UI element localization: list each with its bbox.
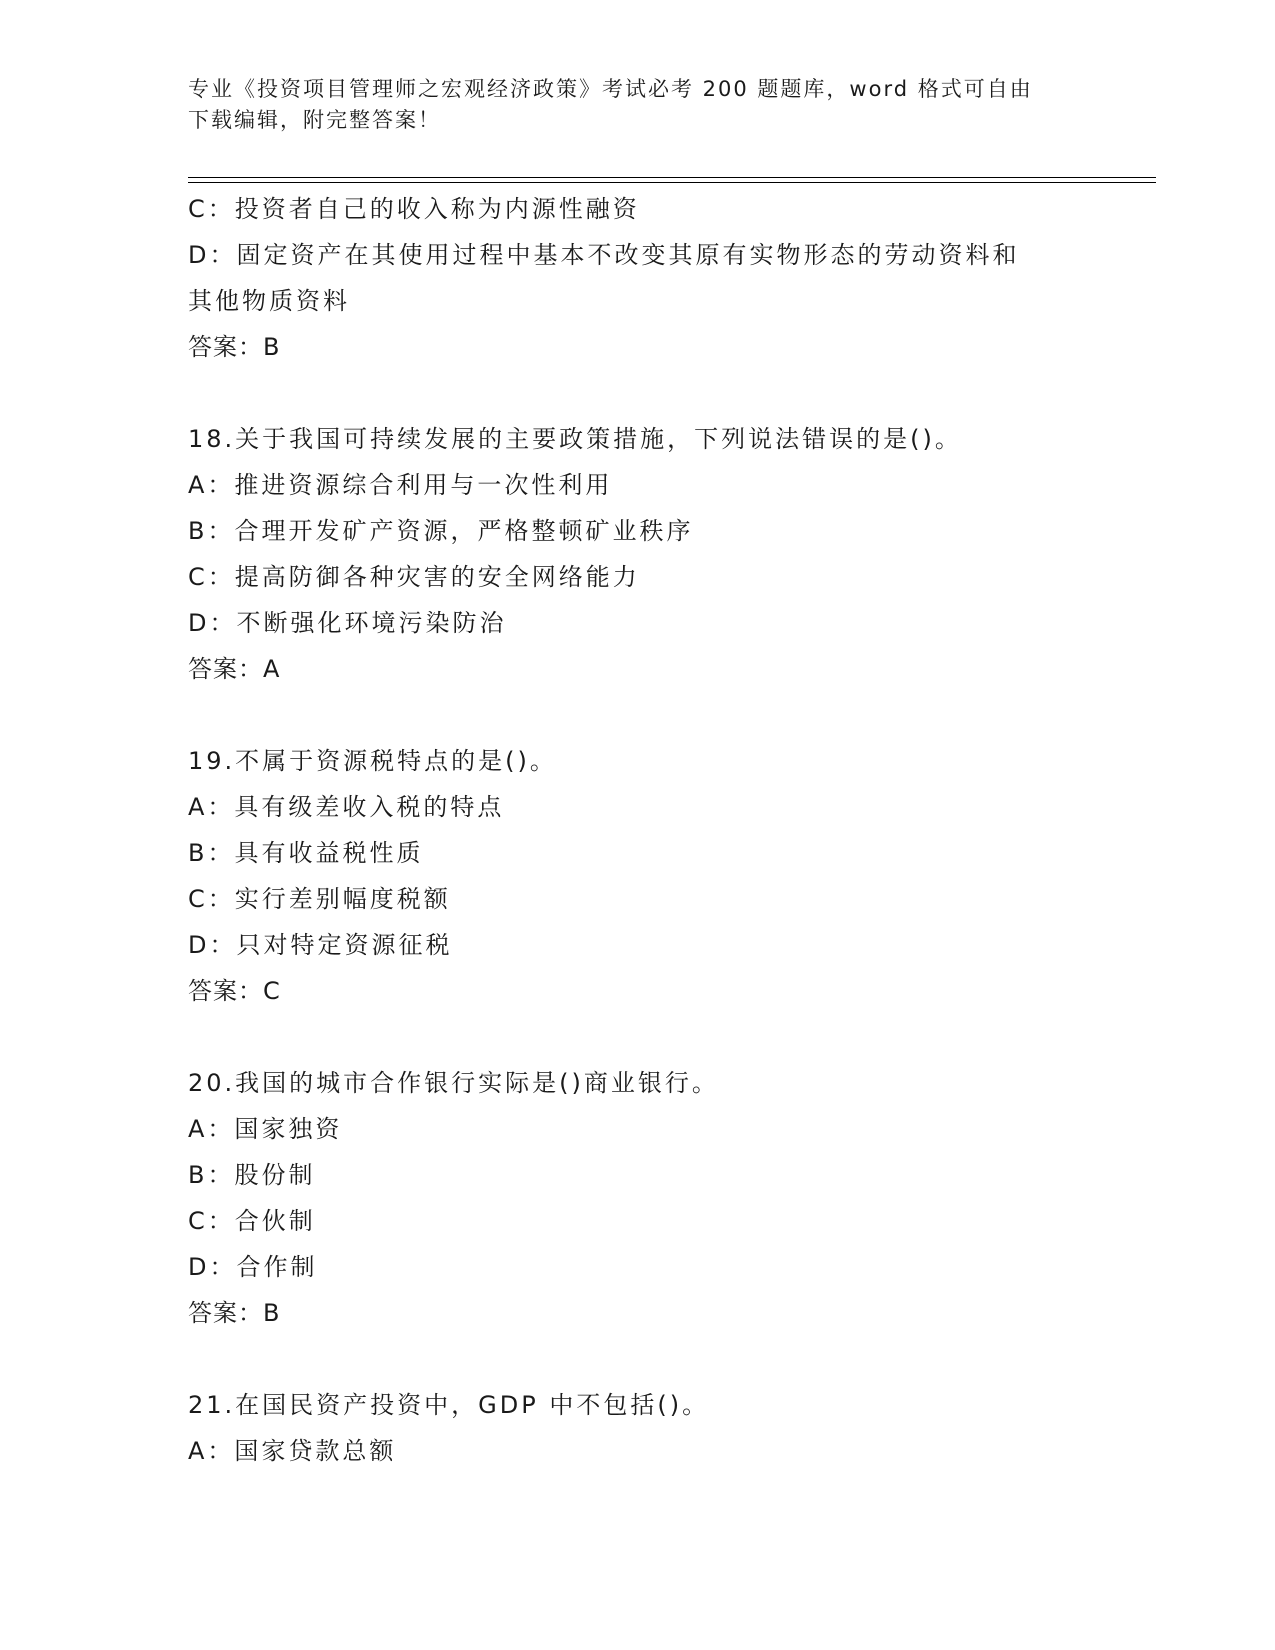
answer: 答案：B (188, 333, 281, 361)
question-18 (188, 416, 1088, 692)
option-b: B：具有收益税性质 (188, 839, 424, 867)
answer: 答案：B (188, 1299, 281, 1327)
option-d: D：固定资产在其使用过程中基本不改变其原有实物形态的劳动资料和 (188, 241, 1020, 269)
question-17-continued (188, 186, 1088, 370)
answer: 答案：A (188, 655, 281, 683)
option-c: C：实行差别幅度税额 (188, 885, 451, 913)
option-c: C：合伙制 (188, 1207, 316, 1235)
option-a: A：国家贷款总额 (188, 1437, 397, 1465)
header-line-1: 专业《投资项目管理师之宏观经济政策》考试必考 200 题题库，word 格式可自由 (188, 77, 1033, 101)
question-stem: 19.不属于资源税特点的是()。 (188, 747, 557, 775)
option-d-continued: 其他物质资料 (188, 287, 350, 315)
question-stem: 18.关于我国可持续发展的主要政策措施，下列说法错误的是()。 (188, 425, 962, 453)
header-divider-top (188, 177, 1156, 178)
answer: 答案：C (188, 977, 281, 1005)
option-b: B：股份制 (188, 1161, 316, 1189)
header-divider-bottom (188, 182, 1156, 183)
question-list (188, 186, 1088, 1474)
option-d: D：不断强化环境污染防治 (188, 609, 507, 637)
header-line-2: 下载编辑，附完整答案！ (188, 108, 441, 132)
document-header (188, 74, 1088, 136)
option-b: B：合理开发矿产资源，严格整顿矿业秩序 (188, 517, 694, 545)
option-c: C：提高防御各种灾害的安全网络能力 (188, 563, 640, 591)
question-stem: 20.我国的城市合作银行实际是()商业银行。 (188, 1069, 719, 1097)
option-a: A：推进资源综合利用与一次性利用 (188, 471, 613, 499)
question-19 (188, 738, 1088, 1014)
question-20 (188, 1060, 1088, 1336)
option-d: D：只对特定资源征税 (188, 931, 453, 959)
option-a: A：国家独资 (188, 1115, 343, 1143)
question-21 (188, 1382, 1088, 1474)
option-a: A：具有级差收入税的特点 (188, 793, 505, 821)
option-d: D：合作制 (188, 1253, 318, 1281)
option-c: C：投资者自己的收入称为内源性融资 (188, 195, 640, 223)
question-stem: 21.在国民资产投资中，GDP 中不包括()。 (188, 1391, 710, 1419)
